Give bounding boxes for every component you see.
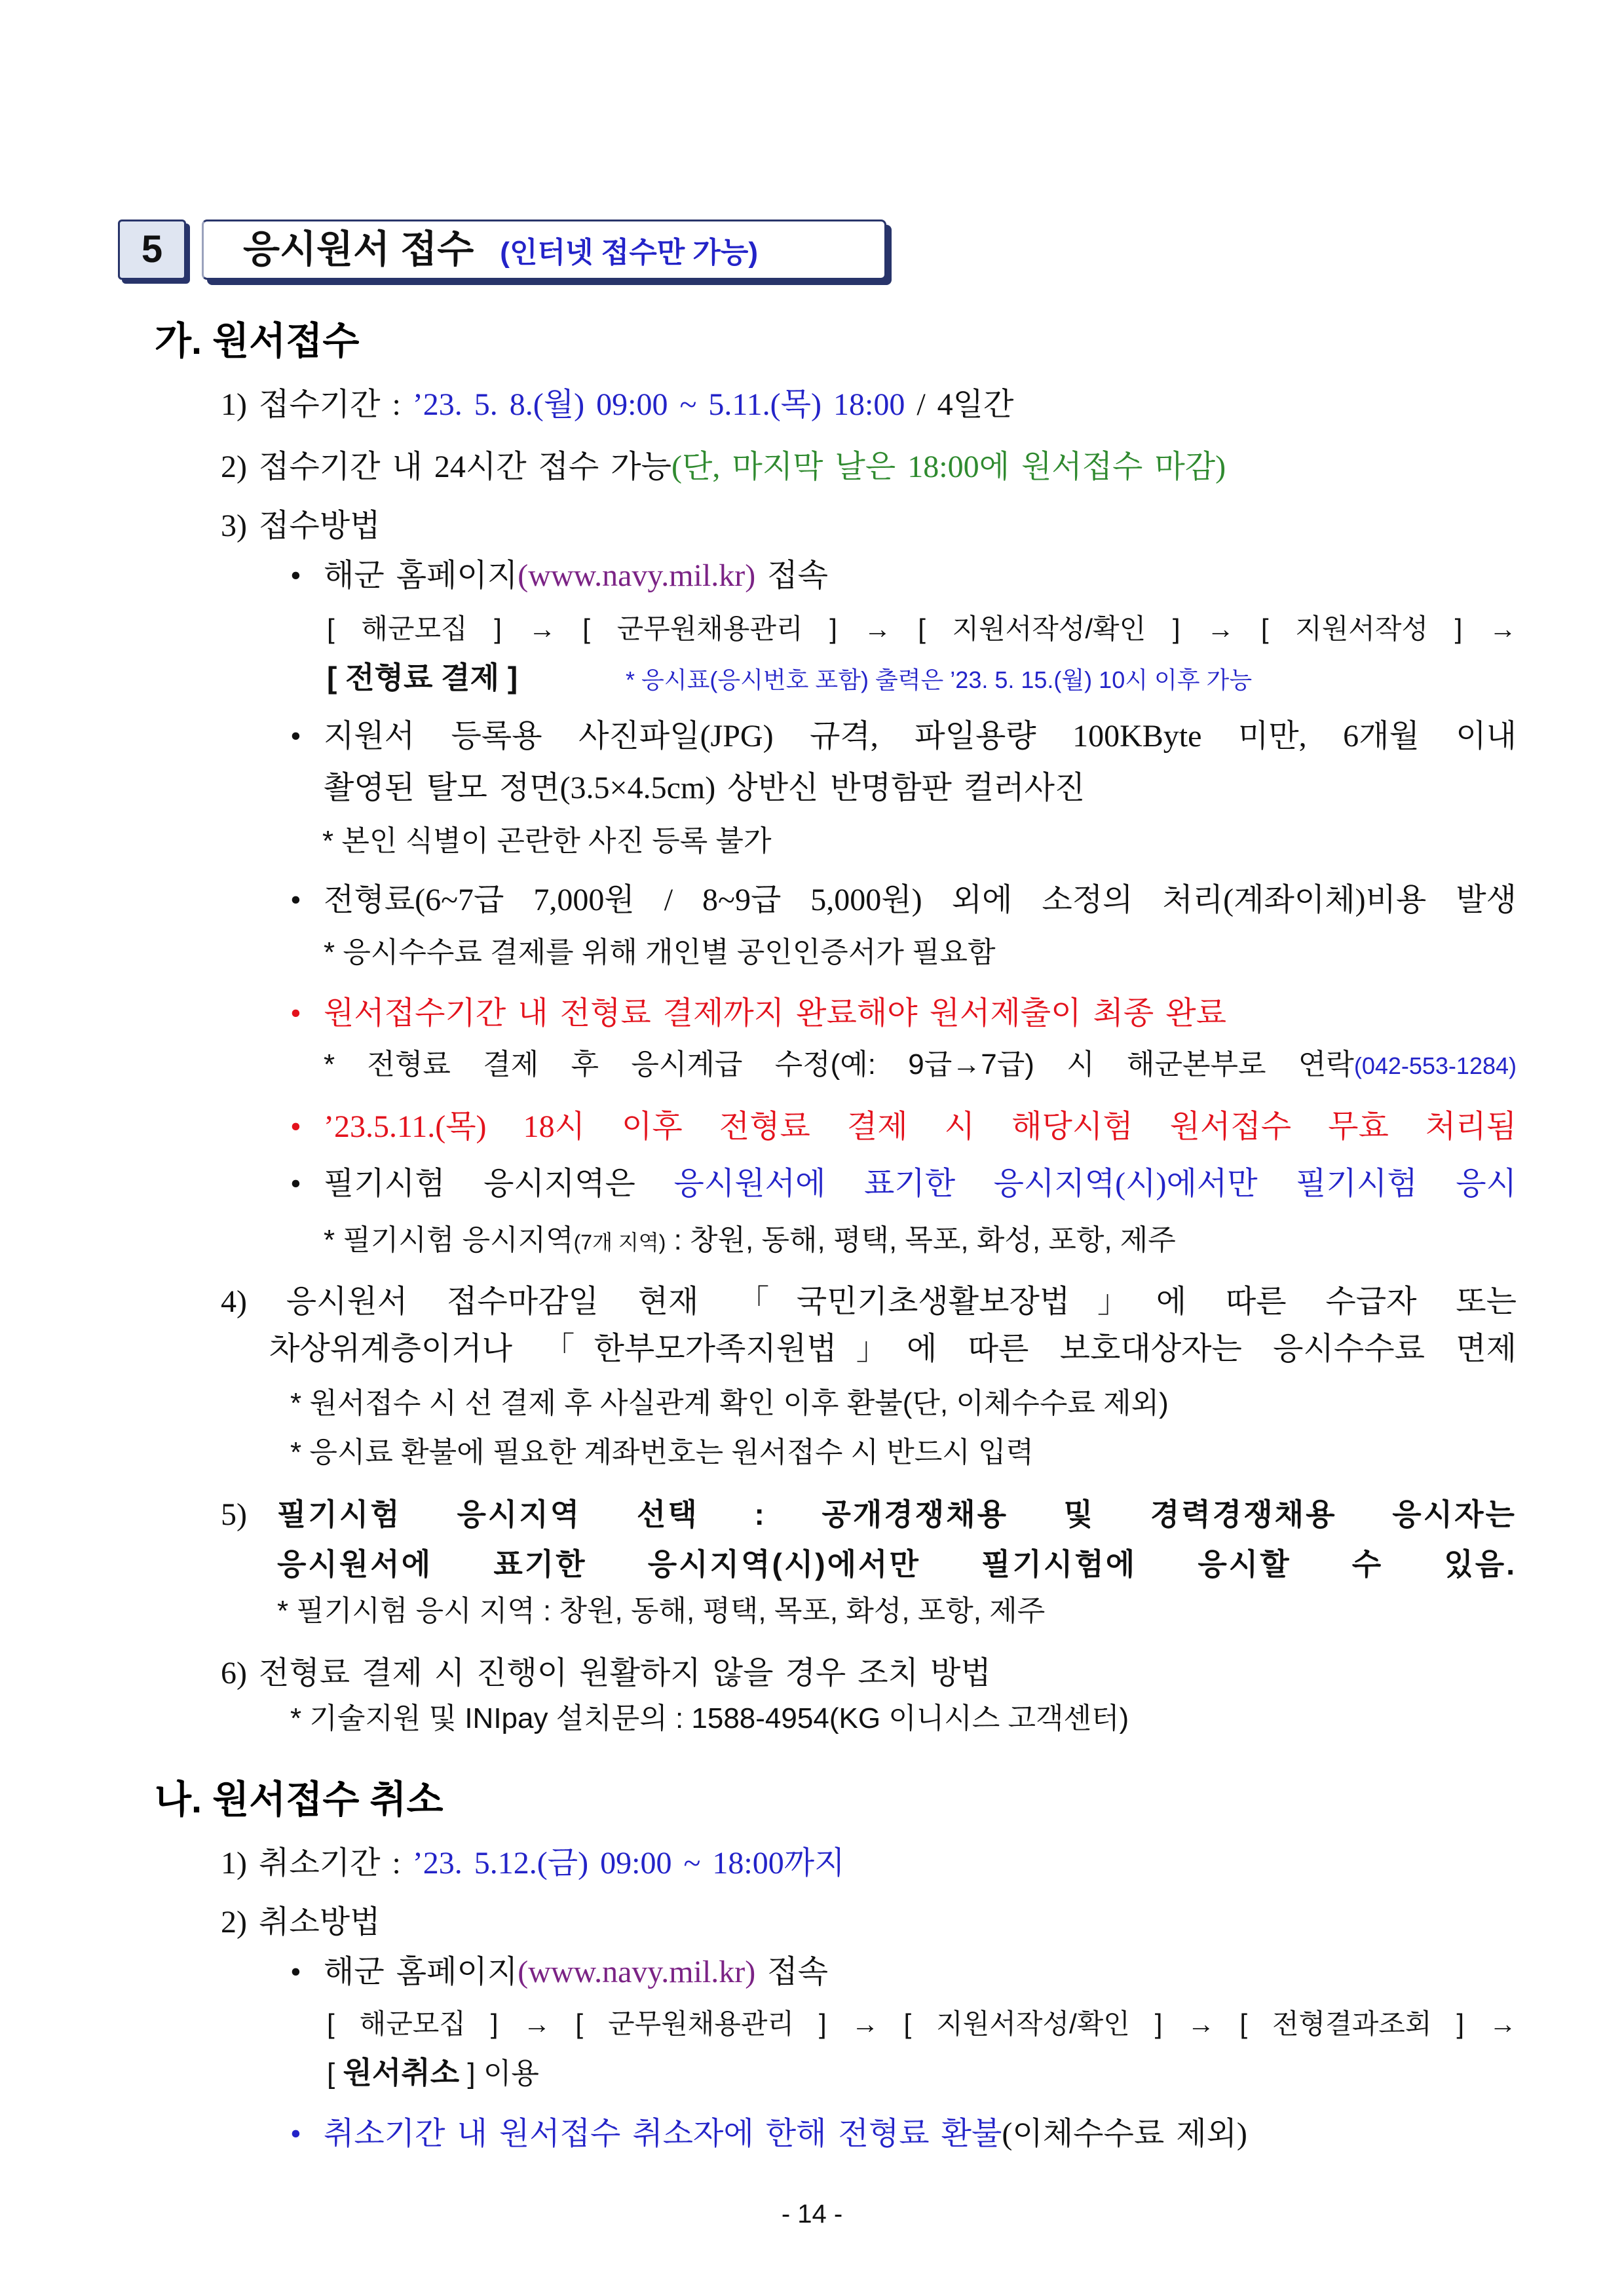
- exemption-line-1: [221, 1281, 1517, 1323]
- refund-suffix: (이체수수료 제외): [1002, 2116, 1247, 2151]
- region-highlight: 응시원서에 표기한 응시지역(시)에서만 필기시험 응시: [673, 1166, 1517, 1201]
- homepage-prefix: 해군 홈페이지: [324, 558, 518, 593]
- trouble-line: [221, 1653, 1517, 1694]
- refund-highlight: 취소기간 내 원서접수 취소자에 한해 전형료 환불: [324, 2116, 1002, 2151]
- exemption-note-2: * 응시료 환불에 필요한 계좌번호는 원서접수 시 반드시 입력: [290, 1436, 1034, 1468]
- section-title-box: [202, 220, 886, 280]
- page-number: - 14 -: [781, 2200, 843, 2229]
- application-method-line: [221, 505, 1517, 547]
- refund-line: [290, 2113, 1517, 2155]
- homepage-prefix: 해군 홈페이지: [324, 1955, 518, 1989]
- heading-cancellation: 나. 원서접수 취소: [155, 1778, 444, 1821]
- section-title-note: (인터넷 접수만 가능): [500, 237, 759, 269]
- bullet: •: [290, 883, 301, 917]
- exemption-note-line-2: [290, 1432, 1517, 1474]
- completion-note-line: [324, 1044, 1517, 1086]
- exam-region-text-1: 필기시험 응시지역 선택 : 공개경쟁채용 및 경력경쟁채용 응시자는: [277, 1497, 1517, 1531]
- region-note-label: * 필기시험 응시지역: [324, 1224, 574, 1256]
- exemption-note-1: * 원서접수 시 선 결제 후 사실관계 확인 이후 환불(단, 이체수수료 제외): [290, 1387, 1169, 1419]
- trouble-note-line: [290, 1698, 1517, 1740]
- photo-note: * 본인 식별이 곤란한 사진 등록 불가: [322, 825, 772, 857]
- fee-text: 전형료(6~7급 7,000원 / 8~9급 5,000원) 외에 소정의 처리(계좌이체)비용 발생: [324, 883, 1517, 917]
- photo-requirement-line-2: [324, 767, 1517, 809]
- cancellation-method-label: 2) 취소방법: [221, 1905, 381, 1940]
- completion-text: 원서접수기간 내 전형료 결제까지 완료해야 원서제출이 최종 완료: [324, 996, 1226, 1031]
- trouble-text: 6) 전형료 결제 시 진행이 원활하지 않을 경우 조치 방법: [221, 1656, 991, 1691]
- final-step-open: [: [327, 2057, 343, 2090]
- final-step-close: ] 이용: [459, 2057, 539, 2090]
- photo-requirement-line-1: [290, 716, 1517, 757]
- exam-region-text-2: 응시원서에 표기한 응시지역(시)에서만 필기시험에 응시할 수 있음.: [277, 1547, 1517, 1581]
- ticket-print-note: * 응시표(응시번호 포함) 출력은 ’23. 5. 15.(월) 10시 이후 가능: [626, 666, 1253, 693]
- application-payment-line: [327, 657, 1517, 698]
- fee-note-line: [324, 932, 1517, 974]
- fee-line: [290, 879, 1517, 921]
- application-period-label: 1) 접수기간 :: [221, 387, 413, 422]
- bullet: •: [290, 1109, 301, 1144]
- application-hours-line: [221, 446, 1517, 488]
- exemption-text-2: 차상위계층이거나 「한부모가족지원법」에 따른 보호대상자는 응시수수료 면제: [269, 1331, 1517, 1366]
- exam-region-note-line: [277, 1590, 1517, 1632]
- cancellation-period-line: [221, 1843, 1517, 1885]
- exam-region-note: * 필기시험 응시 지역 : 창원, 동해, 평택, 목포, 화성, 포항, 제주: [277, 1595, 1046, 1627]
- application-hours-text: 2) 접수기간 내 24시간 접수 가능: [221, 450, 672, 484]
- payment-step: [ 전형료 결제 ]: [327, 660, 518, 695]
- navy-hq-phone: (042-553-1284): [1353, 1052, 1517, 1079]
- homepage-url: (www.navy.mil.kr): [518, 558, 756, 593]
- application-method-label: 3) 접수방법: [221, 508, 381, 543]
- exam-region-line-1: [221, 1493, 1517, 1535]
- homepage-suffix: 접속: [755, 1955, 828, 1989]
- homepage-suffix: 접속: [755, 558, 828, 593]
- menu-path-text: [ 해군모집 ] → [ 군무원채용관리 ] → [ 지원서작성/확인 ] → [ 지원서작성 ] →: [327, 613, 1517, 644]
- bullet: •: [290, 1955, 301, 1989]
- bullet: •: [290, 558, 301, 593]
- application-period-dates: ’23. 5. 8.(월) 09:00 ~ 5.11.(목) 18:00: [412, 387, 905, 422]
- cancellation-menu-path: [327, 2003, 1517, 2045]
- cancellation-method-line: [221, 1902, 1517, 1943]
- application-hours-note: (단, 마지막 날은 18:00에 원서접수 마감): [671, 450, 1226, 484]
- exemption-note-line-1: [290, 1383, 1517, 1425]
- exemption-text-1: 4) 응시원서 접수마감일 현재 「국민기초생활보장법」에 따른 수급자 또는: [221, 1284, 1517, 1319]
- trouble-note: * 기술지원 및 INIpay 설치문의 : 1588-4954(KG 이니시스 고객센터): [290, 1702, 1129, 1734]
- region-prefix: 필기시험 응시지역은: [324, 1166, 674, 1201]
- exam-region-number: 5): [221, 1497, 247, 1532]
- photo-note-line: [322, 820, 1517, 862]
- bullet: •: [290, 1166, 301, 1201]
- photo-requirement-text-2: 촬영된 탈모 정면(3.5×4.5cm) 상반신 반명함판 컬러사진: [324, 771, 1086, 805]
- cancellation-period-dates: ’23. 5.12.(금) 09:00 ~ 18:00까지: [412, 1846, 845, 1881]
- section-number: 5: [141, 228, 163, 271]
- section-number-badge: [118, 220, 186, 280]
- homepage-url: (www.navy.mil.kr): [518, 1955, 756, 1989]
- fee-note: * 응시수수료 결제를 위해 개인별 공인인증서가 필요함: [324, 936, 996, 968]
- photo-requirement-text-1: 지원서 등록용 사진파일(JPG) 규격, 파일용량 100KByte 미만, 6개월 이내: [324, 719, 1517, 754]
- region-line: [290, 1163, 1517, 1205]
- bullet: •: [290, 719, 301, 754]
- application-menu-path: [327, 608, 1517, 650]
- final-step-label: 원서취소: [343, 2056, 460, 2090]
- completion-note: * 전형료 결제 후 응시계급 수정(예: 9급→7급) 시 해군본부로 연락: [324, 1048, 1354, 1081]
- bullet: •: [290, 2116, 301, 2151]
- invalid-text: ’23.5.11.(목) 18시 이후 전형료 결제 시 해당시험 원서접수 무효 처리됨: [324, 1109, 1517, 1144]
- bullet: •: [290, 996, 301, 1031]
- region-note-count: (7개 지역): [573, 1231, 666, 1254]
- section-title: 응시원서 접수: [243, 228, 474, 271]
- heading-application: 가. 원서접수: [155, 320, 360, 362]
- region-note-list: : 창원, 동해, 평택, 목포, 화성, 포항, 제주: [666, 1224, 1176, 1256]
- cancellation-homepage-line: [290, 1951, 1517, 1993]
- cancellation-period-label: 1) 취소기간 :: [221, 1846, 413, 1881]
- exemption-line-2: [269, 1328, 1517, 1370]
- application-period-duration: / 4일간: [905, 387, 1014, 422]
- menu-path-text: [ 해군모집 ] → [ 군무원채용관리 ] → [ 지원서작성/확인 ] → [ 전형결과조회 ] →: [327, 2008, 1517, 2039]
- application-homepage-line: [290, 555, 1517, 597]
- cancellation-final-step-line: [327, 2052, 1517, 2094]
- application-period-line: [221, 384, 1517, 426]
- invalid-line: [290, 1106, 1517, 1148]
- completion-line: [290, 993, 1517, 1035]
- region-note-line: [324, 1219, 1517, 1261]
- exam-region-line-2: [277, 1543, 1517, 1585]
